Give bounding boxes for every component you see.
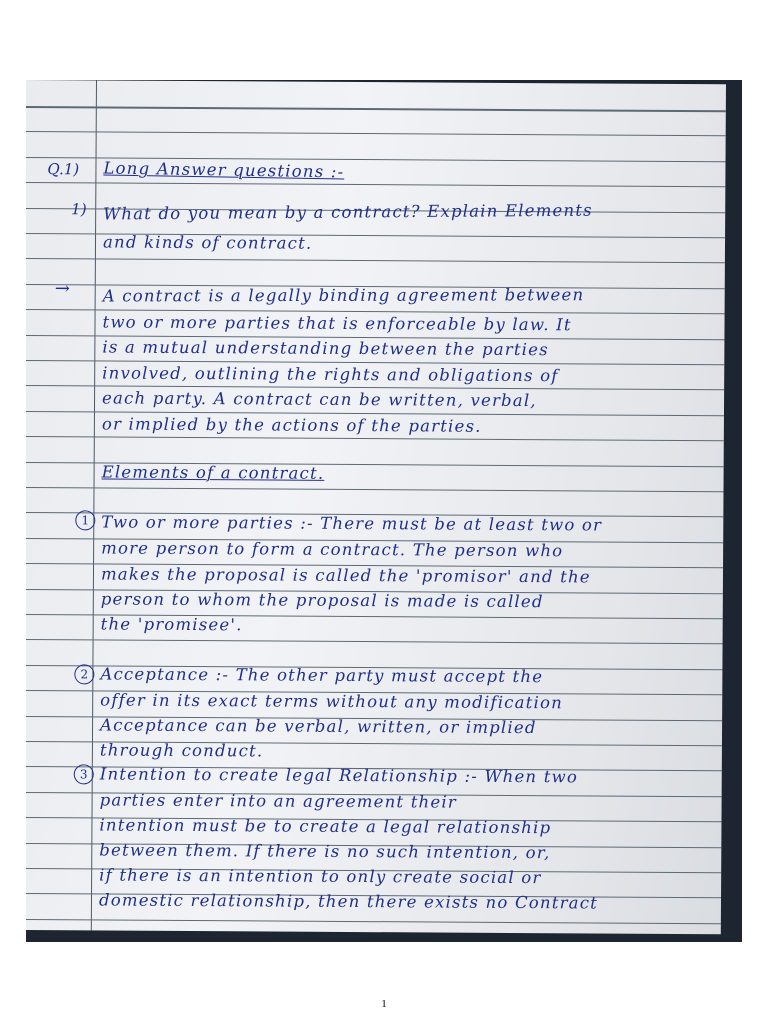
element-1-line-3: makes the proposal is called the 'promisor' and the: [100, 564, 591, 587]
ruled-line: [26, 487, 724, 492]
elements-heading: Elements of a contract.: [101, 462, 325, 483]
answer-line-5: each party. A contract can be written, verbal,: [102, 388, 537, 411]
element-1-marker: 1: [75, 510, 95, 530]
element-3-line-3: intention must be to create a legal relationship: [99, 815, 552, 838]
answer-line-4: involved, outlining the rights and obligations of: [102, 363, 559, 386]
answer-line-3: is a mutual understanding between the parties: [102, 337, 549, 360]
element-2-line-3: Acceptance can be verbal, written, or implied: [100, 715, 537, 738]
ruled-line: [26, 258, 725, 263]
question-line-2: and kinds of contract.: [102, 232, 313, 253]
ruled-line: [26, 639, 723, 644]
heading-text: Long Answer questions :-: [103, 158, 345, 182]
ruled-lines: [26, 80, 726, 84]
page-number: 1: [381, 998, 387, 1010]
element-3-line-2: parties enter into an agreement their: [99, 790, 457, 812]
answer-line-1: A contract is a legally binding agreement between: [102, 285, 585, 306]
answer-arrow: →: [54, 278, 70, 300]
notebook-page: [26, 80, 726, 934]
element-2-line-4: through conduct.: [99, 740, 264, 761]
element-1-line-1: Two or more parties :- There must be at least two or: [101, 512, 603, 535]
ruled-line: [26, 182, 725, 187]
answer-line-6: or implied by the actions of the parties.: [101, 414, 482, 436]
question-marker: 1): [71, 200, 87, 219]
element-1-line-4: person to whom the proposal is made is called: [100, 589, 544, 612]
heading-marker: Q.1): [47, 160, 80, 179]
ruled-line: [26, 919, 721, 924]
element-3-line-1: Intention to create legal Relationship :- When two: [99, 764, 579, 787]
element-3-line-4: between them. If there is no such intention, or,: [99, 840, 551, 863]
element-1-line-2: more person to form a contract. The person who: [101, 538, 564, 561]
element-2-line-1: Acceptance :- The other party must accept the: [100, 664, 544, 687]
element-3-marker: 3: [74, 764, 94, 784]
ruled-line: [26, 436, 724, 441]
element-2-line-2: offer in its exact terms without any modification: [100, 690, 564, 713]
element-1-line-5: the 'promisee'.: [100, 614, 243, 635]
question-line-1: What do you mean by a contract? Explain Elements: [103, 200, 593, 224]
notebook-photo: [26, 80, 742, 942]
element-2-marker: 2: [74, 664, 94, 684]
answer-line-2: two or more parties that is enforceable by law. It: [102, 312, 572, 335]
ruled-line: [26, 131, 726, 136]
element-3-line-6: domestic relationship, then there exists no Contract: [98, 890, 599, 913]
ruled-line: [26, 106, 726, 112]
element-3-line-5: if there is an intention to only create social or: [99, 865, 542, 888]
